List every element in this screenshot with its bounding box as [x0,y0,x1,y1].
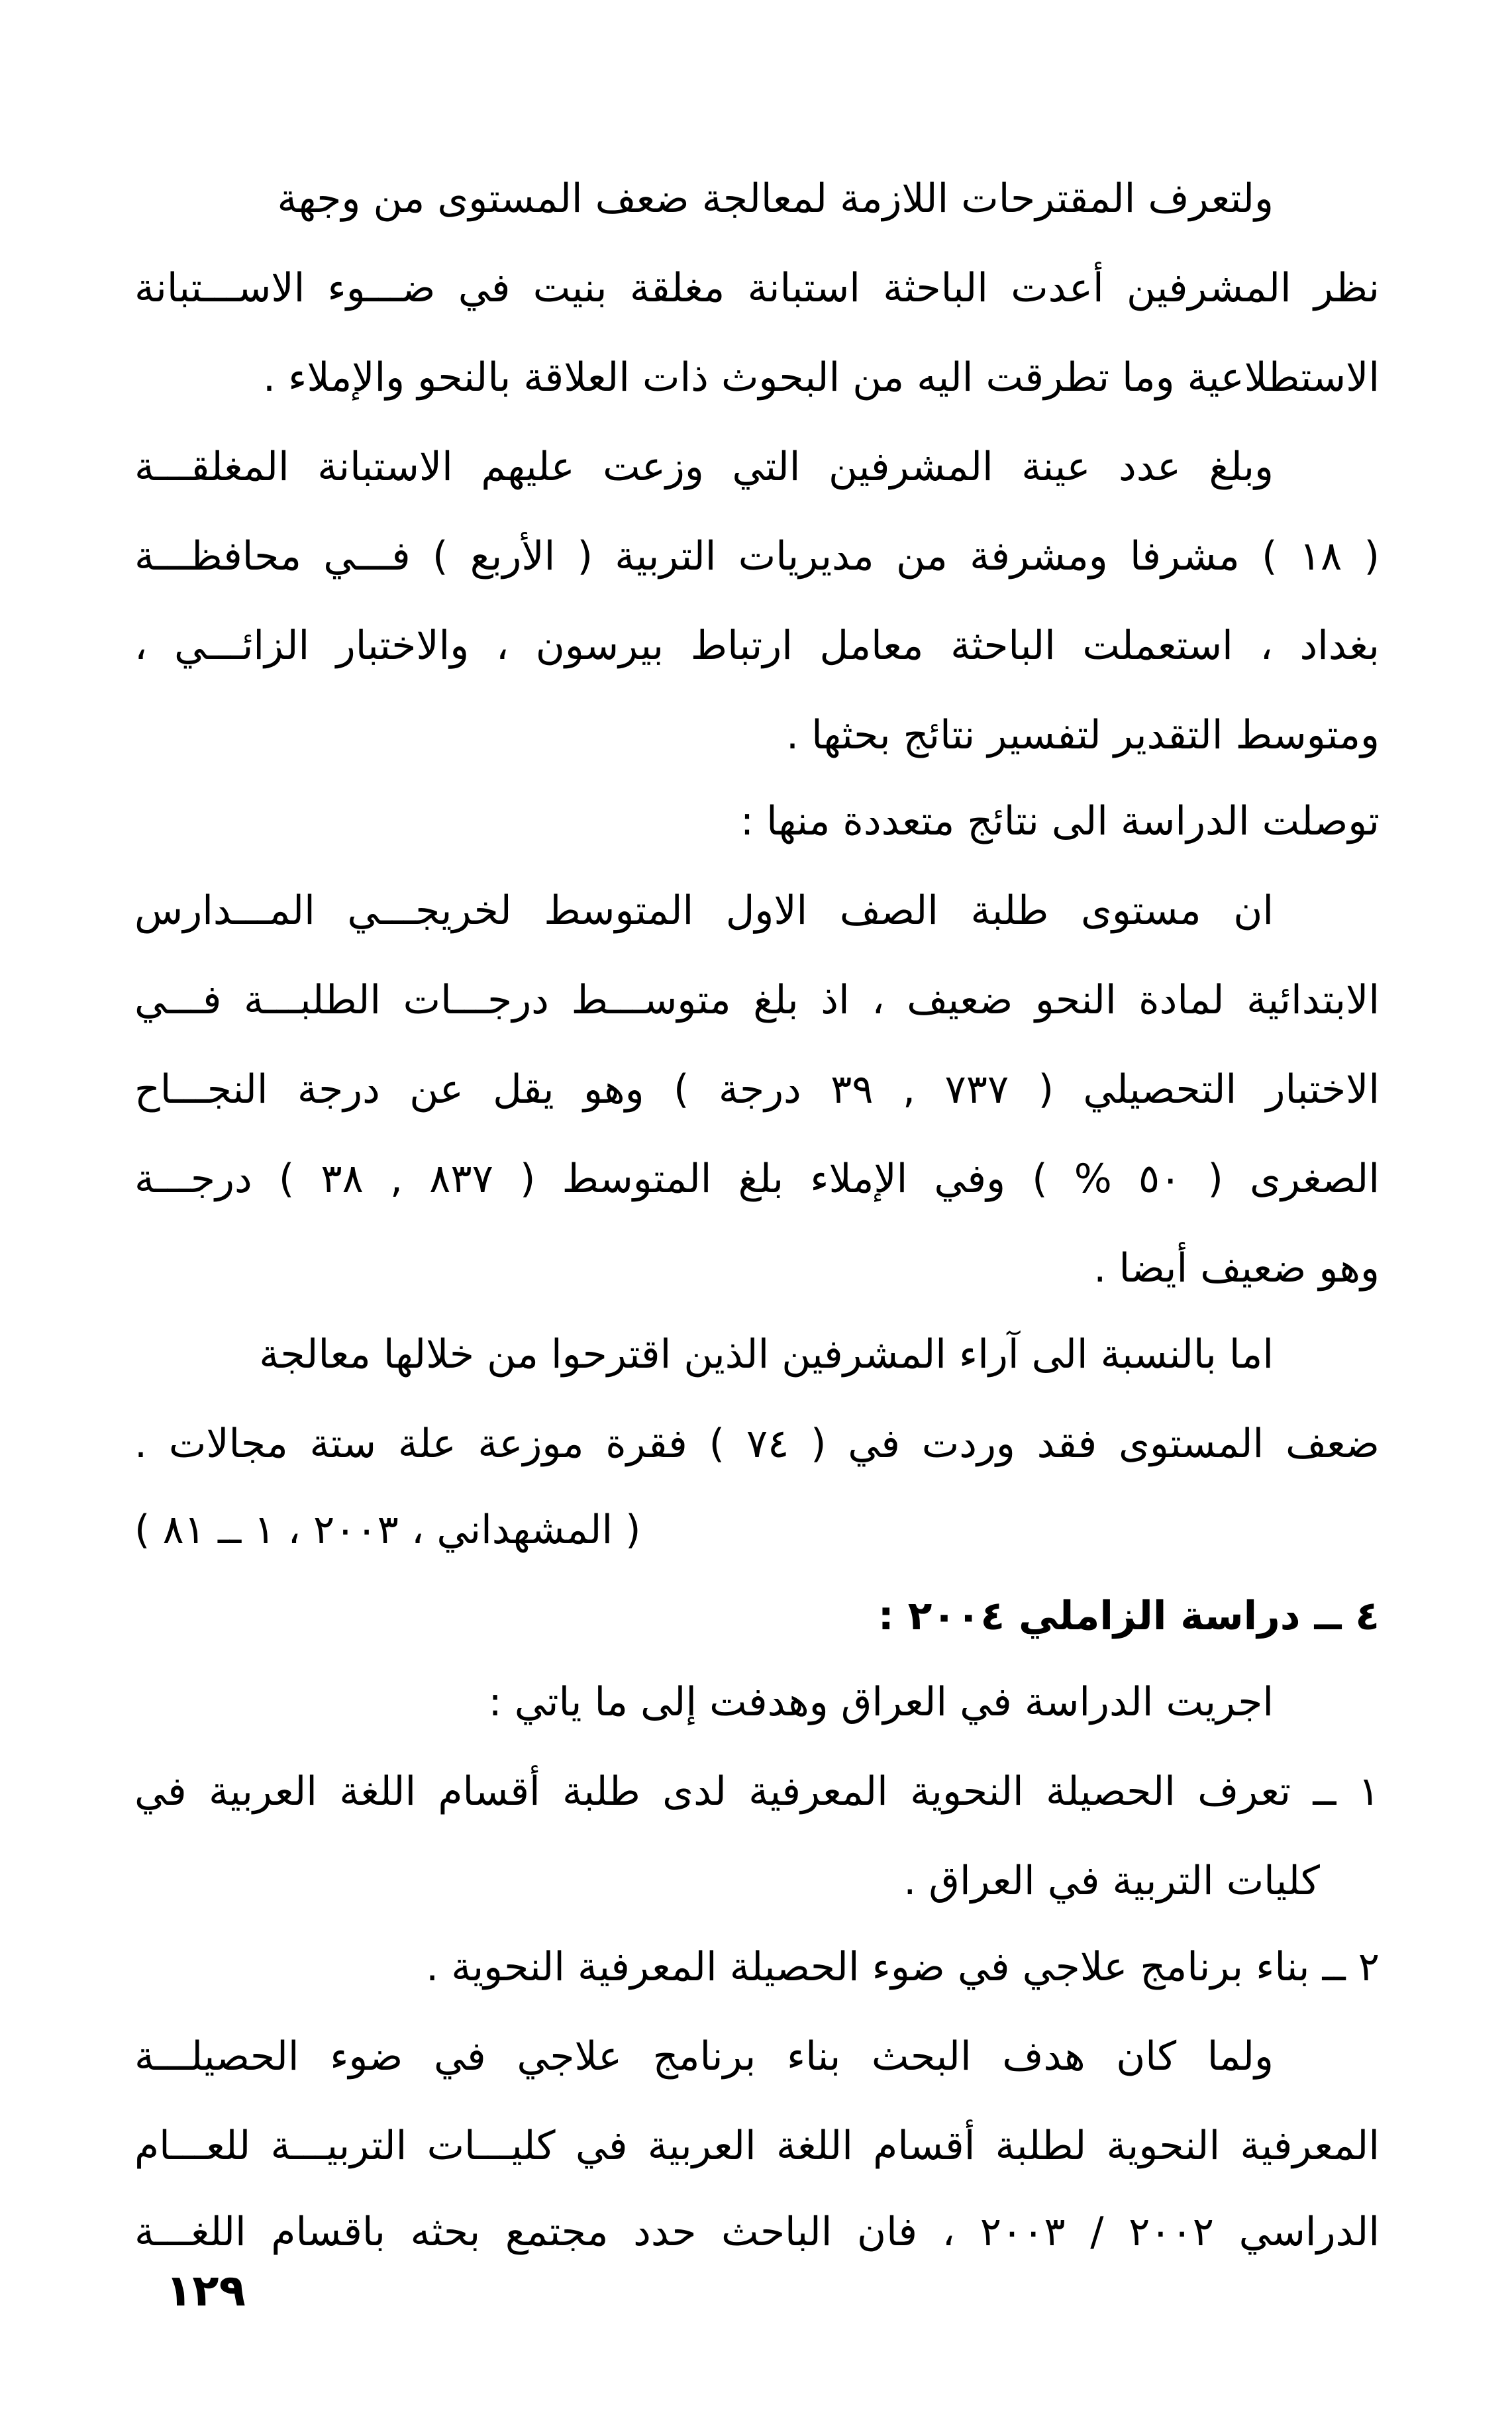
text-line: ومتوسط التقدير لتفسير نتائج بحثها . [785,712,1380,758]
citation: ( المشهداني ، ٢٠٠٣ ، ١ ــ ٨١ ) [134,1507,641,1553]
text-line: نظر المشرفين أعدت الباحثة استبانة مغلقة بنيت في ضـــوء الاســـتبانة [134,265,1380,311]
page-number: ١٢٩ [166,2265,246,2316]
text-line: توصلت الدراسة الى نتائج متعددة منها : [740,798,1380,844]
text-line: اما بالنسبة الى آراء المشرفين الذين اقترحوا من خلالها معالجة [259,1331,1274,1378]
text-line: الدراسي ٢٠٠٢ / ٢٠٠٣ ، فان الباحث حدد مجتمع بحثه باقسام اللغـــة [134,2209,1380,2255]
section-heading: ٤ ــ دراسة الزاملي ٢٠٠٤ : [878,1593,1380,1639]
text-line: ولتعرف المقترحات اللازمة لمعالجة ضعف المستوى من وجهة [277,176,1274,222]
text-line: بغداد ، استعملت الباحثة معامل ارتباط بيرسون ، والاختبار الزائـــي ، [134,623,1380,669]
text-line: الصغرى ( ٥٠ % ) وفي الإملاء بلغ المتوسط ( ٨٣٧ , ٣٨ ) درجـــة [134,1156,1380,1202]
text-line: ضعف المستوى فقد وردت في ( ٧٤ ) فقرة موزعة علة ستة مجالات . [134,1421,1380,1467]
text-line: ان مستوى طلبة الصف الاول المتوسط لخريجـــي المـــدارس [134,887,1274,934]
text-line: اجريت الدراسة في العراق وهدفت إلى ما ياتي : [488,1679,1274,1725]
text-line: الاستطلاعية وما تطرقت اليه من البحوث ذات العلاقة بالنحو والإملاء . [262,354,1380,401]
text-line: ( ١٨ ) مشرفا ومشرفة من مديريات التربية ( الأربع ) فـــي محافظـــة [134,533,1380,580]
list-item-continuation: كليات التربية في العراق . [903,1858,1320,1904]
text-line: ولما كان هدف البحث بناء برنامج علاجي في ضوء الحصيلـــة [134,2033,1274,2080]
text-line: المعرفية النحوية لطلبة أقسام اللغة العربية في كليـــات التربيـــة للعـــام [134,2123,1380,2169]
text-line: وهو ضعيف أيضا . [1093,1245,1380,1291]
text-line: الاختبار التحصيلي ( ٧٣٧ , ٣٩ درجة ) وهو يقل عن درجة النجـــاح [134,1066,1380,1113]
text-line: وبلغ عدد عينة المشرفين التي وزعت عليهم الاستبانة المغلقـــة [134,444,1274,490]
list-item: ١ ــ تعرف الحصيلة النحوية المعرفية لدى طلبة أقسام اللغة العربية في [134,1768,1380,1815]
text-line: الابتدائية لمادة النحو ضعيف ، اذ بلغ متوســـط درجـــات الطلبـــة فـــي [134,977,1380,1023]
list-item: ٢ ــ بناء برنامج علاجي في ضوء الحصيلة المعرفية النحوية . [426,1944,1380,1990]
